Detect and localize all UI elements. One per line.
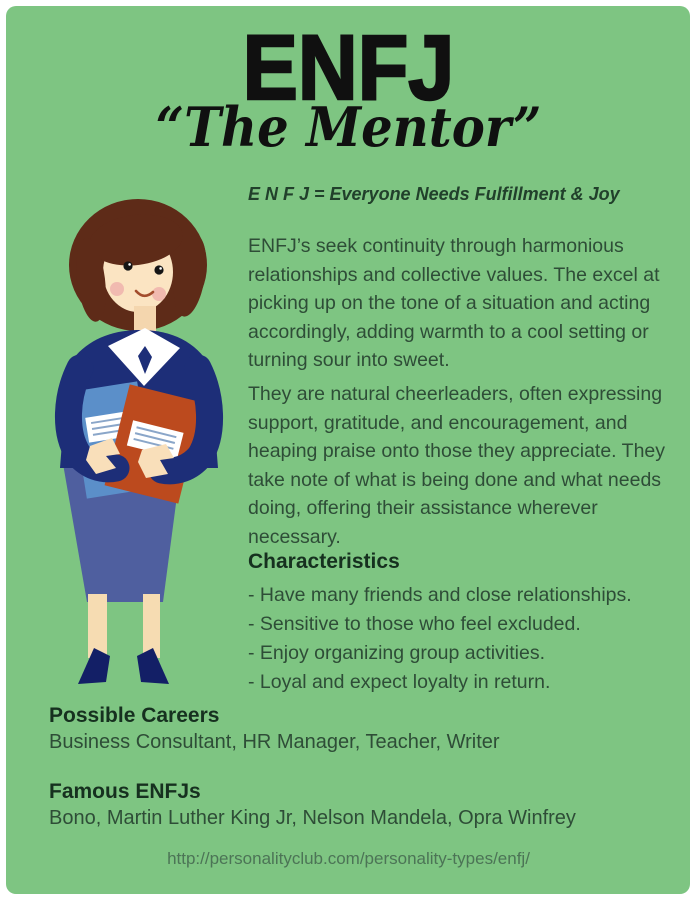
careers-heading: Possible Careers (49, 704, 220, 727)
source-url: http://personalityclub.com/personality-types/enfj/ (167, 849, 530, 868)
famous-heading: Famous ENFJs (49, 780, 201, 803)
intro-paragraph-1: ENFJ’s seek continuity through harmonious relationships and collective values. The excel at picking up on the tone of a situation and acting accordingly, adding warmth to a cool setting or turning sour into sweet. (248, 235, 660, 371)
page-subtitle: “The Mentor” (155, 95, 542, 159)
famous-text: Bono, Martin Luther King Jr, Nelson Mandela, Opra Winfrey (49, 807, 576, 829)
page-title: ENFJ (242, 17, 455, 119)
acronym-line: E N F J = Everyone Needs Fulfillment & Joy (248, 184, 620, 204)
characteristic-item: - Have many friends and close relationships. (248, 584, 632, 606)
characteristics-heading: Characteristics (248, 550, 400, 573)
mentor-illustration (28, 196, 238, 712)
characteristics-list (248, 581, 666, 697)
characteristic-item: - Enjoy organizing group activities. (248, 642, 545, 664)
intro-paragraph-2: They are natural cheerleaders, often expressing support, gratitude, and encouragement, and heaping praise onto those they appreciate. They take note of what is being done and what needs doing, offering their assistance wherever necessary. (248, 383, 666, 548)
careers-text: Business Consultant, HR Manager, Teacher, Writer (49, 731, 500, 753)
characteristic-item: - Sensitive to those who feel excluded. (248, 613, 581, 635)
characteristic-item: - Loyal and expect loyalty in return. (248, 671, 551, 693)
illustration-legs (88, 594, 160, 658)
illustration-shoes (78, 648, 169, 684)
